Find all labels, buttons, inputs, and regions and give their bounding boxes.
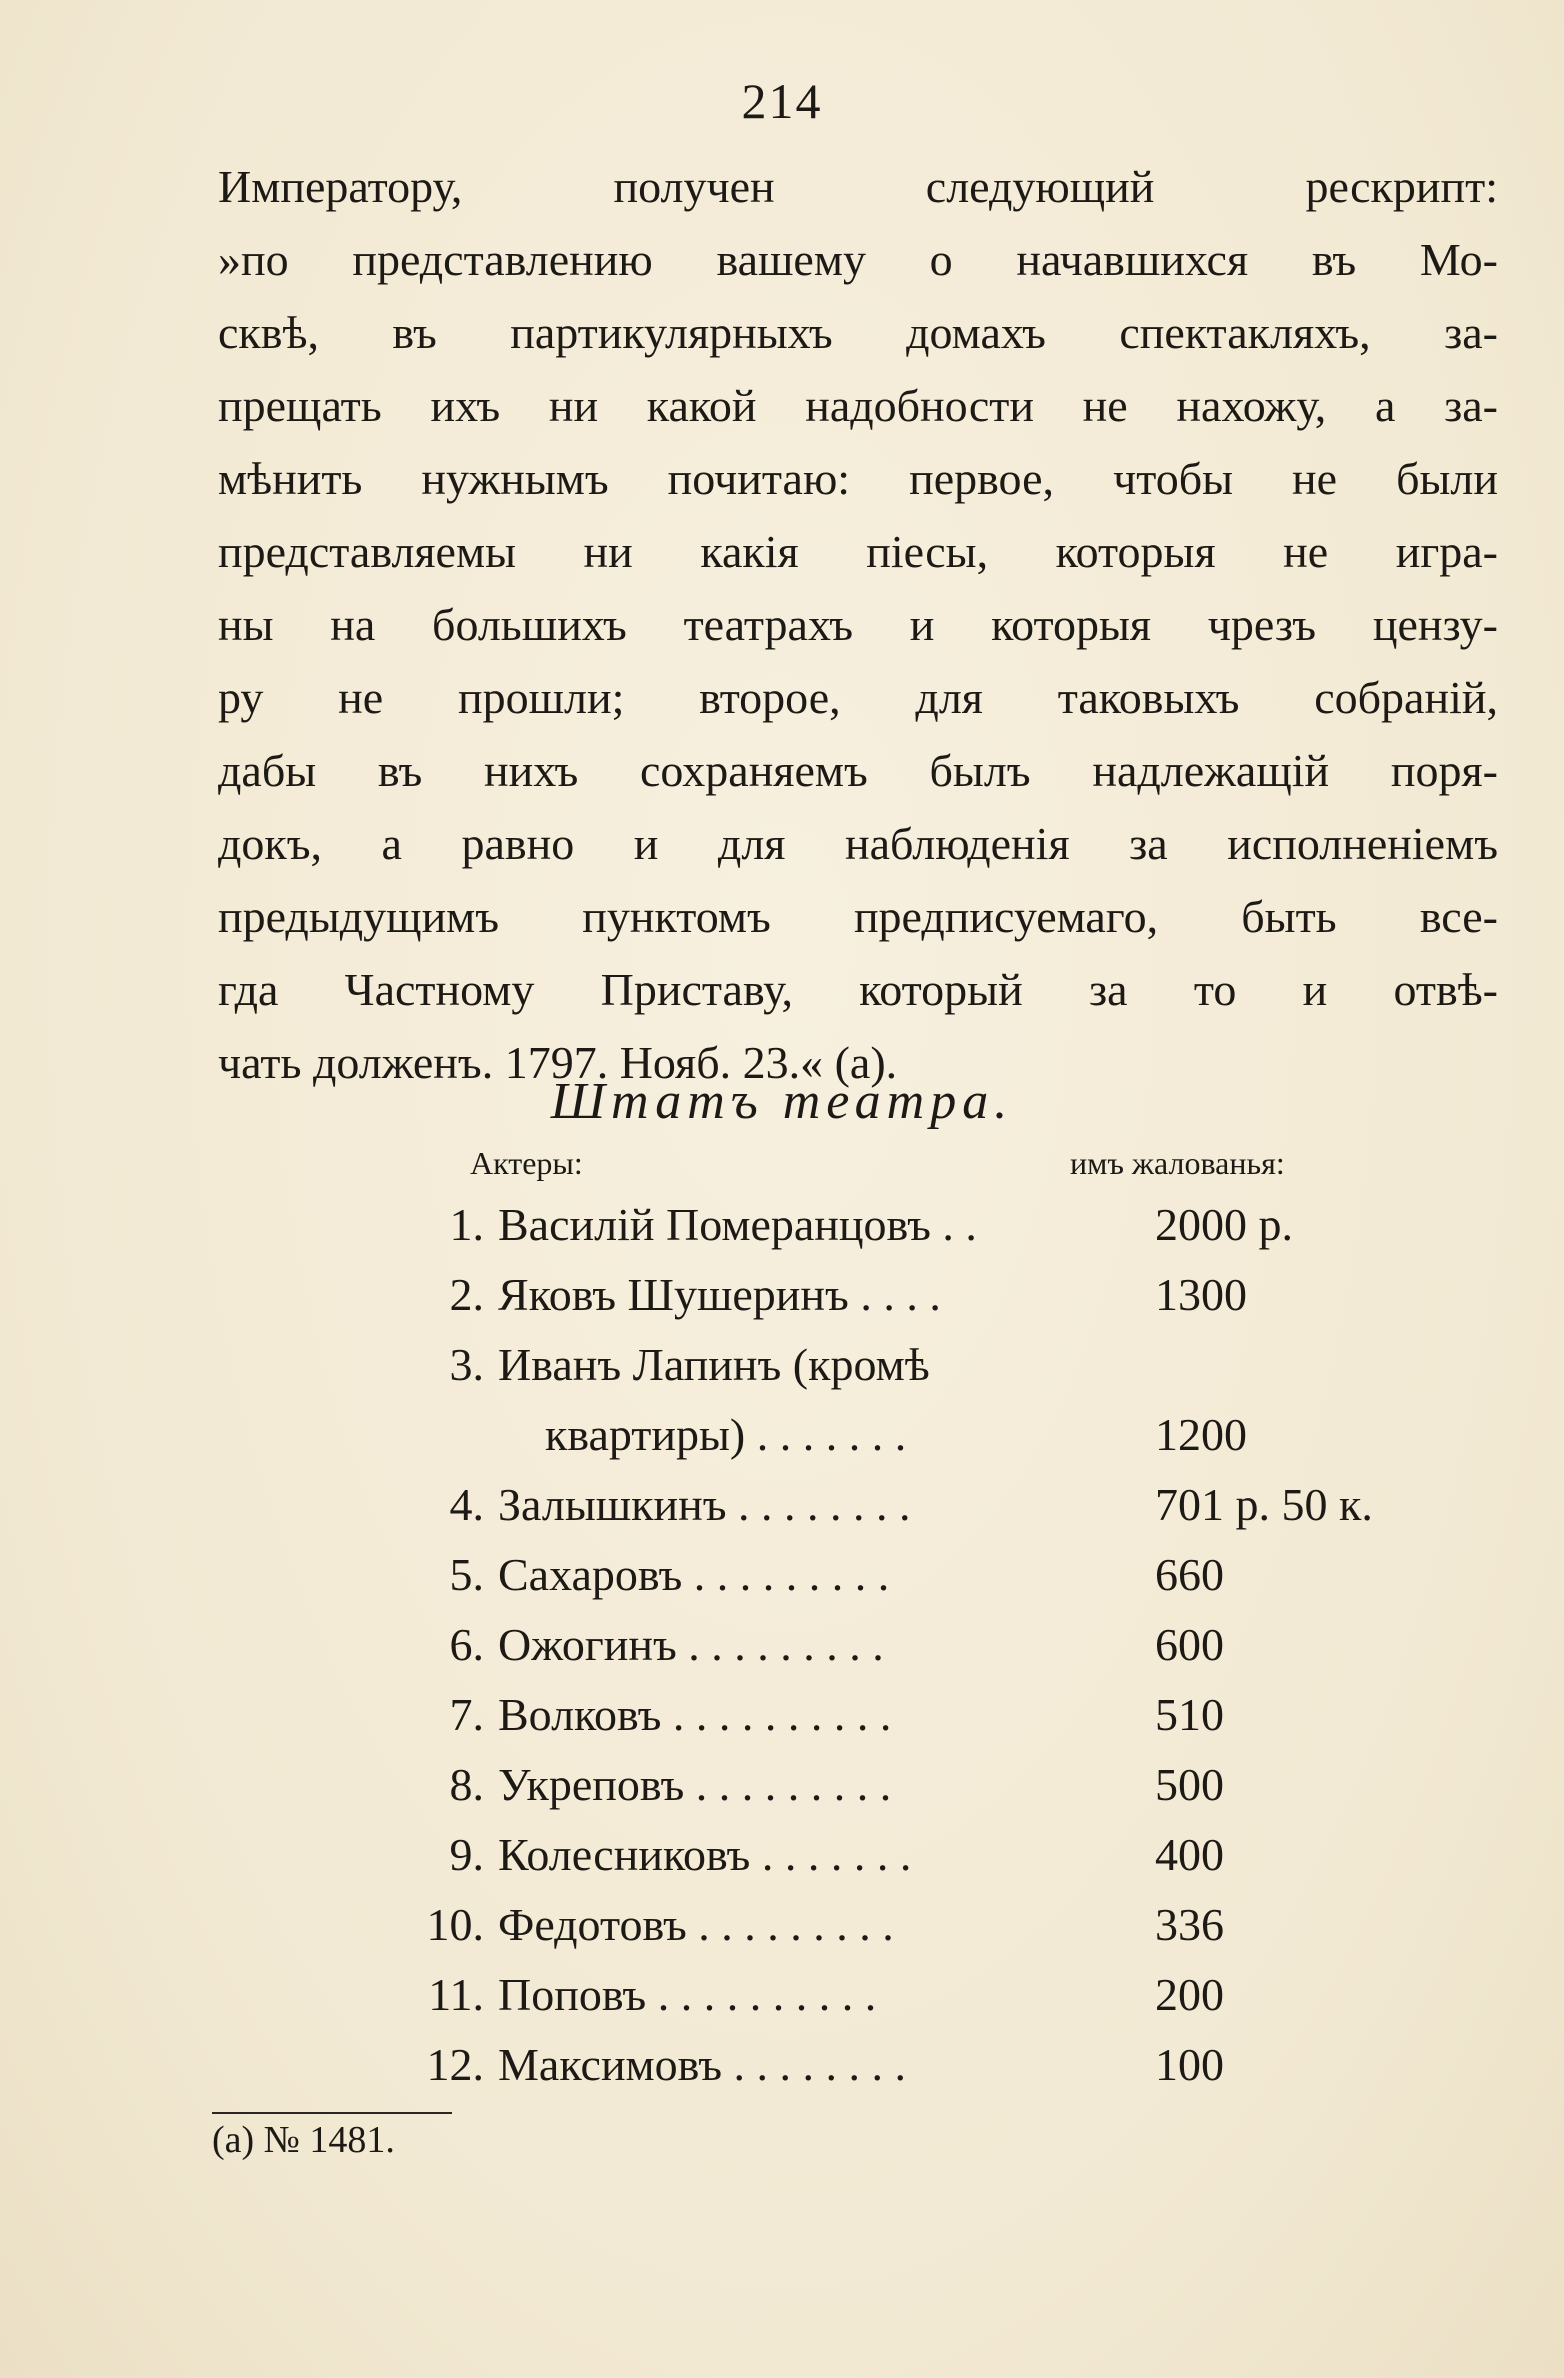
actor-name: Максимовъ . . . . . . . . (498, 2039, 907, 2090)
footnote-divider (212, 2112, 452, 2114)
text-line: предыдущимъ пунктомъ предписуемаго, быть все- (218, 891, 1498, 942)
actor-name: Залышкинъ . . . . . . . . (498, 1479, 911, 1530)
table-row (0, 1268, 1564, 1338)
row-number: 9. (449, 1829, 484, 1880)
actor-salary: 1200 (1155, 1409, 1247, 1460)
actor-name: Волковъ . . . . . . . . . . (498, 1689, 892, 1740)
actor-name: Ожогинъ . . . . . . . . . (498, 1619, 884, 1670)
table-row (0, 1758, 1564, 1828)
table-row (0, 1618, 1564, 1688)
row-number: 11. (428, 1969, 484, 2020)
text-line: мѣнить нужнымъ почитаю: первое, чтобы не были (218, 453, 1498, 504)
actor-salary: 2000 р. (1155, 1199, 1293, 1250)
actor-salary: 100 (1155, 2039, 1224, 2090)
text-line: докъ, а равно и для наблюденія за исполненіемъ (218, 818, 1498, 869)
text-line: чать долженъ. 1797. Нояб. 23.« (а). (218, 1037, 898, 1088)
actor-name: Укреповъ . . . . . . . . . (498, 1759, 892, 1810)
section-heading: Штатъ театра. (550, 1073, 1014, 1130)
actor-name: Колесниковъ . . . . . . . (498, 1829, 912, 1880)
body-paragraph (218, 150, 1498, 1099)
table-row (0, 1478, 1564, 1548)
text-line: представляемы ни какія піесы, которыя не игра- (218, 526, 1498, 577)
actor-name: Яковъ Шушеринъ . . . . (498, 1269, 941, 1320)
row-number: 8. (449, 1759, 484, 1810)
text-line: Императору, получен следующий рескрипт: (218, 161, 1498, 212)
row-number: 2. (449, 1269, 484, 1320)
text-line: гда Частному Приставу, который за то и отвѣ- (218, 964, 1498, 1015)
text-line: ру не прошли; второе, для таковыхъ собраній, (218, 672, 1498, 723)
table-row (0, 1968, 1564, 2038)
actor-salary: 510 (1155, 1689, 1224, 1740)
actor-salary: 500 (1155, 1759, 1224, 1810)
row-number: 3. (449, 1339, 484, 1390)
column-header-salary: имъ жалованья: (1070, 1145, 1285, 1181)
table-row (0, 1688, 1564, 1758)
actor-name: Василій Померанцовъ . . (498, 1199, 977, 1250)
text-line: дабы въ нихъ сохраняемъ былъ надлежащій поря- (218, 745, 1498, 796)
actor-salary: 660 (1155, 1549, 1224, 1600)
table-row (0, 1548, 1564, 1618)
text-line: ны на большихъ театрахъ и которыя чрезъ цензу- (218, 599, 1498, 650)
text-line: »по представлению вашему о начавшихся въ Мо- (218, 234, 1498, 285)
actor-salary: 200 (1155, 1969, 1224, 2020)
table-row (0, 1338, 1564, 1408)
row-number: 4. (449, 1479, 484, 1530)
table-row (0, 1408, 1564, 1478)
table-row (0, 2038, 1564, 2108)
row-number: 10. (426, 1899, 484, 1950)
actor-name: Иванъ Лапинъ (кромѣ (498, 1339, 930, 1390)
actor-salary: 336 (1155, 1899, 1224, 1950)
actor-name: Поповъ . . . . . . . . . . (498, 1969, 877, 2020)
table-row (0, 1898, 1564, 1968)
table-header (0, 1145, 1564, 1195)
actor-name: квартиры) . . . . . . . (545, 1409, 907, 1460)
text-line: сквѣ, въ партикулярныхъ домахъ спектакляхъ, за- (218, 307, 1498, 358)
row-number: 12. (426, 2039, 484, 2090)
footnote: (а) № 1481. (212, 2119, 395, 2161)
row-number: 7. (449, 1689, 484, 1740)
actor-name: Федотовъ . . . . . . . . . (498, 1899, 894, 1950)
page-number: 214 (741, 73, 823, 129)
actor-salary: 400 (1155, 1829, 1224, 1880)
text-line: прещать ихъ ни какой надобности не нахожу, а за- (218, 380, 1498, 431)
row-number: 6. (449, 1619, 484, 1670)
actor-salary: 701 р. 50 к. (1155, 1479, 1373, 1530)
actor-salary: 1300 (1155, 1269, 1247, 1320)
row-number: 1. (449, 1199, 484, 1250)
actor-name: Сахаровъ . . . . . . . . . (498, 1549, 890, 1600)
row-number: 5. (449, 1549, 484, 1600)
column-header-actors: Актеры: (470, 1145, 583, 1181)
table-row (0, 1198, 1564, 1268)
actor-salary: 600 (1155, 1619, 1224, 1670)
table-row (0, 1828, 1564, 1898)
